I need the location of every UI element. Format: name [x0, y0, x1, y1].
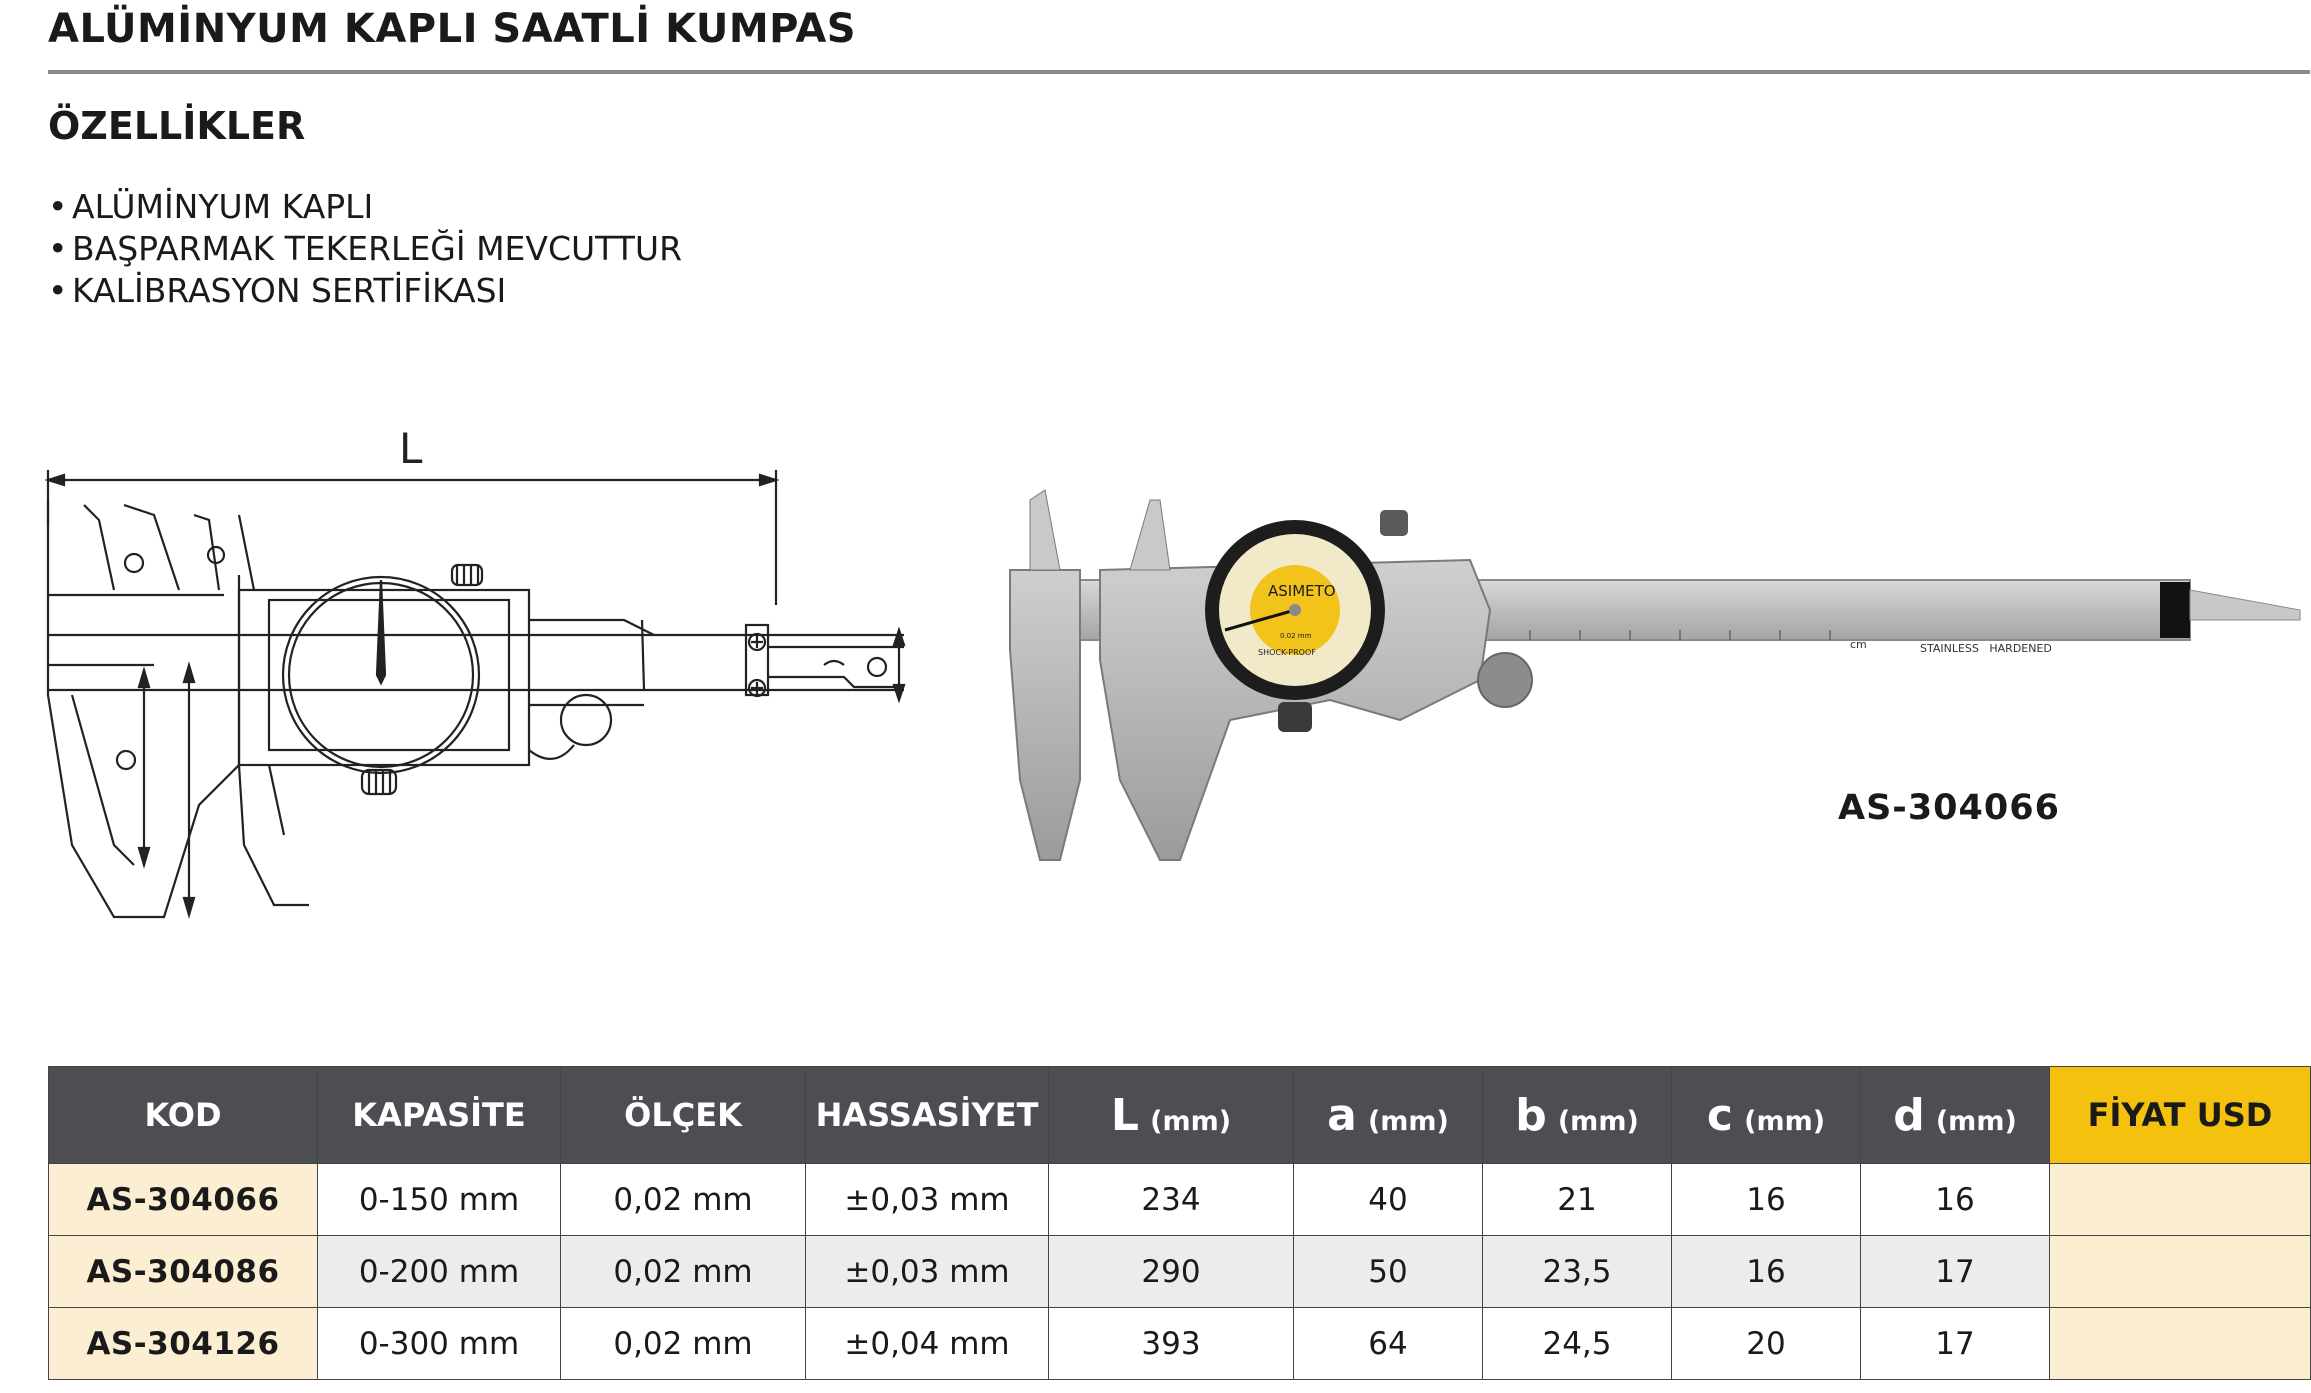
product-photo [1000, 480, 2310, 880]
cell-fiyat [2050, 1308, 2311, 1380]
cell-c: 16 [1672, 1164, 1861, 1236]
bullet-icon: • [48, 187, 68, 226]
fixed-jaw [1010, 570, 1080, 860]
dial-brand: ASIMETO [1268, 582, 1336, 600]
features-heading: ÖZELLİKLER [48, 104, 306, 148]
header-c [1672, 1067, 1861, 1164]
cell-b: 21 [1483, 1164, 1672, 1236]
header-a-letter: a [1327, 1089, 1357, 1141]
cell-olcek: 0,02 mm [561, 1236, 806, 1308]
cell-kapasite: 0-300 mm [318, 1308, 561, 1380]
caliper-technical-drawing [44, 425, 924, 925]
cell-d: 16 [1861, 1164, 2050, 1236]
cell-b: 23,5 [1483, 1236, 1672, 1308]
cell-kapasite: 0-150 mm [318, 1164, 561, 1236]
table-row [49, 1308, 2311, 1380]
cell-b: 24,5 [1483, 1308, 1672, 1380]
cell-kod: AS-304066 [49, 1164, 318, 1236]
cell-L: 290 [1049, 1236, 1294, 1308]
feature-item [48, 270, 682, 312]
cell-a: 50 [1294, 1236, 1483, 1308]
arrowhead-icon [48, 475, 64, 485]
cell-c: 20 [1672, 1308, 1861, 1380]
title-divider [48, 70, 2310, 74]
header-fiyat: FİYAT USD [2050, 1067, 2311, 1164]
header-L [1049, 1067, 1294, 1164]
header-unit: (mm) [1744, 1105, 1826, 1137]
feature-item [48, 186, 682, 228]
scale-unit: cm [1850, 638, 1867, 651]
dial-resolution: 0.02 mm [1280, 632, 1312, 640]
header-unit: (mm) [1150, 1105, 1232, 1137]
header-L-letter: L [1110, 1089, 1139, 1141]
cell-c: 16 [1672, 1236, 1861, 1308]
cell-a: 40 [1294, 1164, 1483, 1236]
product-model-label: AS-304066 [1838, 788, 2060, 828]
cell-L: 393 [1049, 1308, 1294, 1380]
cell-hassasiyet: ±0,04 mm [806, 1308, 1049, 1380]
feature-text: KALİBRASYON SERTİFİKASI [72, 271, 507, 310]
bullet-icon: • [48, 229, 68, 268]
cell-L: 234 [1049, 1164, 1294, 1236]
cell-hassasiyet: ±0,03 mm [806, 1236, 1049, 1308]
feature-item [48, 228, 682, 270]
cell-olcek: 0,02 mm [561, 1308, 806, 1380]
header-c-letter: c [1706, 1089, 1733, 1141]
header-d [1861, 1067, 2050, 1164]
header-hassasiyet: HASSASİYET [806, 1067, 1049, 1164]
cell-kod: AS-304086 [49, 1236, 318, 1308]
header-unit: (mm) [1935, 1105, 2017, 1137]
beam-inscription: STAINLESS HARDENED [1920, 642, 2052, 655]
cell-d: 17 [1861, 1236, 2050, 1308]
cell-kapasite: 0-200 mm [318, 1236, 561, 1308]
arrowhead-icon [760, 475, 776, 485]
dimension-label-L: L [399, 425, 423, 473]
header-unit: (mm) [1557, 1105, 1639, 1137]
feature-text: BAŞPARMAK TEKERLEĞİ MEVCUTTUR [72, 229, 683, 268]
cell-kod: AS-304126 [49, 1308, 318, 1380]
thumb-wheel [561, 695, 611, 745]
thumb-wheel [1478, 653, 1532, 707]
header-a [1294, 1067, 1483, 1164]
cell-fiyat [2050, 1164, 2311, 1236]
feature-text: ALÜMİNYUM KAPLI [72, 187, 374, 226]
header-kod: KOD [49, 1067, 318, 1164]
cell-fiyat [2050, 1236, 2311, 1308]
bullet-icon: • [48, 271, 68, 310]
dial-needle [377, 580, 385, 683]
header-b [1483, 1067, 1672, 1164]
cell-olcek: 0,02 mm [561, 1164, 806, 1236]
header-kapasite: KAPASİTE [318, 1067, 561, 1164]
header-olcek: ÖLÇEK [561, 1067, 806, 1164]
table-row [49, 1164, 2311, 1236]
header-unit: (mm) [1367, 1105, 1449, 1137]
cell-a: 64 [1294, 1308, 1483, 1380]
header-d-letter: d [1893, 1089, 1925, 1141]
table-header-row [49, 1067, 2311, 1164]
cell-d: 17 [1861, 1308, 2050, 1380]
header-b-letter: b [1515, 1089, 1547, 1141]
features-list [48, 186, 682, 312]
specification-table [48, 1066, 2311, 1380]
table-row [49, 1236, 2311, 1308]
dial-caption: SHOCK-PROOF [1258, 648, 1316, 657]
page-title: ALÜMİNYUM KAPLI SAATLİ KUMPAS [48, 6, 857, 52]
cell-hassasiyet: ±0,03 mm [806, 1164, 1049, 1236]
